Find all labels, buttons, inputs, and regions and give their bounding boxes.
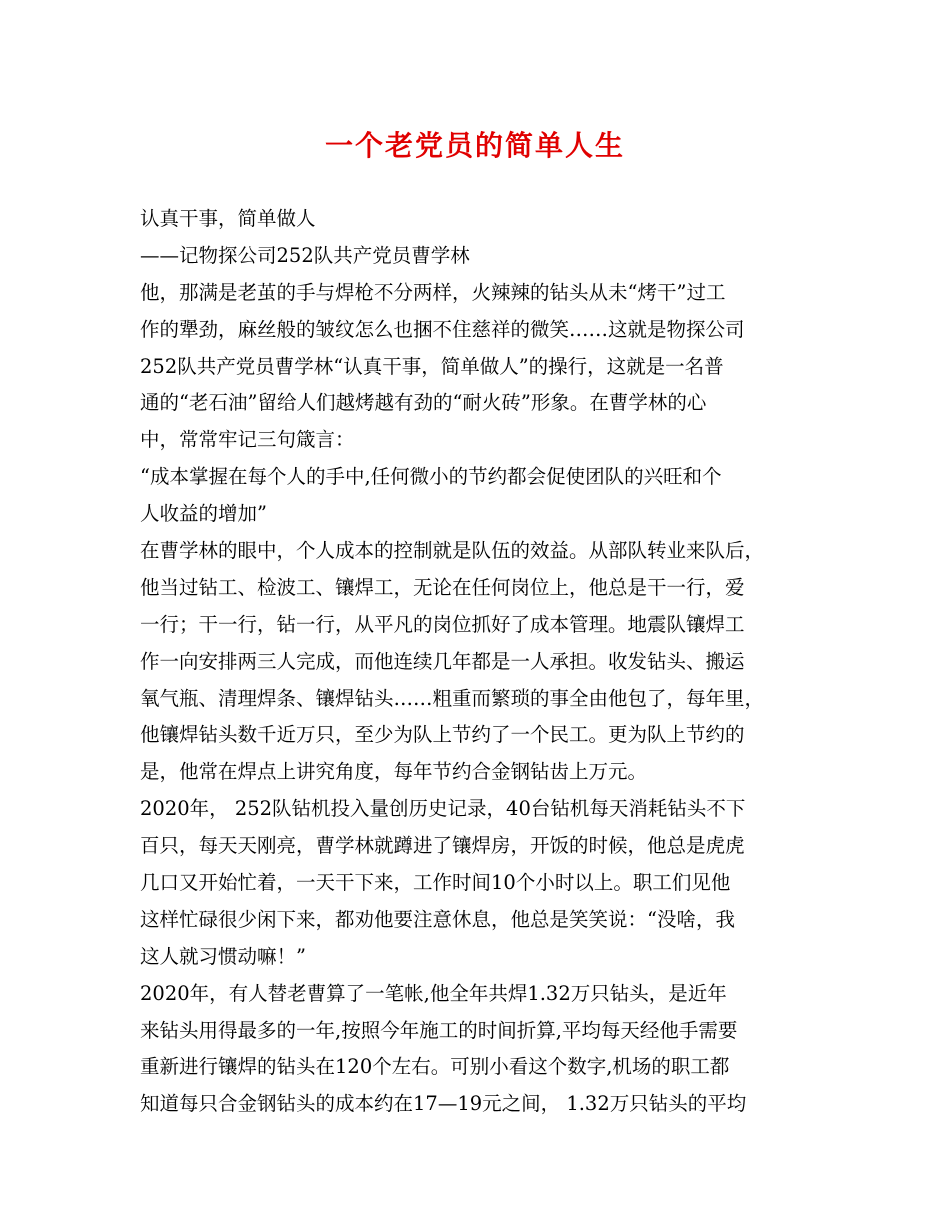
text-line: 认真干事，简单做人	[140, 207, 316, 230]
text-line: 2020年， 252队钻机投入量创历史记录，40台钻机每天消耗钻头不下	[140, 797, 746, 821]
text-line: “成本掌握在每个人的手中,任何微小的节约都会促使团队的兴旺和个	[140, 465, 722, 489]
text-line: 通的“老石油”留给人们越烤越有劲的“耐火砖”形象。在曹学林的心	[140, 391, 707, 415]
text-line: 作的犟劲，麻丝般的皱纹怎么也捆不住慈祥的微笑……这就是物探公司	[140, 317, 745, 341]
text-line: 来钻头用得最多的一年,按照今年施工的时间折算,平均每天经他手需要	[140, 1018, 738, 1042]
text-line: 这样忙碌很少闲下来，都劝他要注意休息，他总是笑笑说：“没啥，我	[140, 907, 735, 931]
text-line: ——记物探公司252队共产党员曹学林	[140, 243, 470, 267]
text-line: 一行；干一行，钻一行，从平凡的岗位抓好了成本管理。地震队镶焊工	[140, 612, 745, 636]
text-line: 氧气瓶、清理焊条、镶焊钻头……粗重而繁琐的事全由他包了，每年里，	[140, 686, 765, 710]
text-line: 这人就习惯动嘛！”	[140, 944, 306, 968]
text-line: 中，常常牢记三句箴言：	[140, 428, 355, 452]
text-line: 他，那满是老茧的手与焊枪不分两样，火辣辣的钻头从未“烤干”过工	[140, 280, 726, 304]
text-line: 百只，每天天刚亮，曹学林就蹲进了镶焊房，开饭的时候，他总是虎虎	[140, 834, 745, 858]
text-line: 是，他常在焊点上讲究角度，每年节约合金钢钻齿上万元。	[140, 760, 648, 784]
text-line: 重新进行镶焊的钻头在120个左右。可别小看这个数字,机场的职工都	[140, 1055, 730, 1079]
text-line: 252队共产党员曹学林“认真干事，简单做人”的操行，这就是一名普	[140, 354, 724, 378]
document-body	[140, 201, 820, 1123]
text-line: 在曹学林的眼中，个人成本的控制就是队伍的效益。从部队转业来队后，	[140, 539, 765, 563]
document-title: 一个老党员的简单人生	[324, 129, 625, 162]
text-line: 他镶焊钻头数千近万只，至少为队上节约了一个民工。更为队上节约的	[140, 723, 745, 747]
text-line: 他当过钻工、检波工、镶焊工，无论在任何岗位上，他总是干一行，爱	[140, 575, 745, 599]
text-line: 人收益的增加”	[140, 502, 267, 526]
text-line: 知道每只合金钢钻头的成本约在17—19元之间， 1.32万只钻头的平均	[140, 1092, 747, 1116]
text-line: 几口又开始忙着，一天干下来，工作时间10个小时以上。职工们见他	[140, 871, 731, 895]
text-line: 作一向安排两三人完成，而他连续几年都是一人承担。收发钻头、搬运	[140, 649, 745, 673]
text-line: 2020年，有人替老曹算了一笔帐,他全年共焊1.32万只钻头，是近年	[140, 981, 727, 1005]
